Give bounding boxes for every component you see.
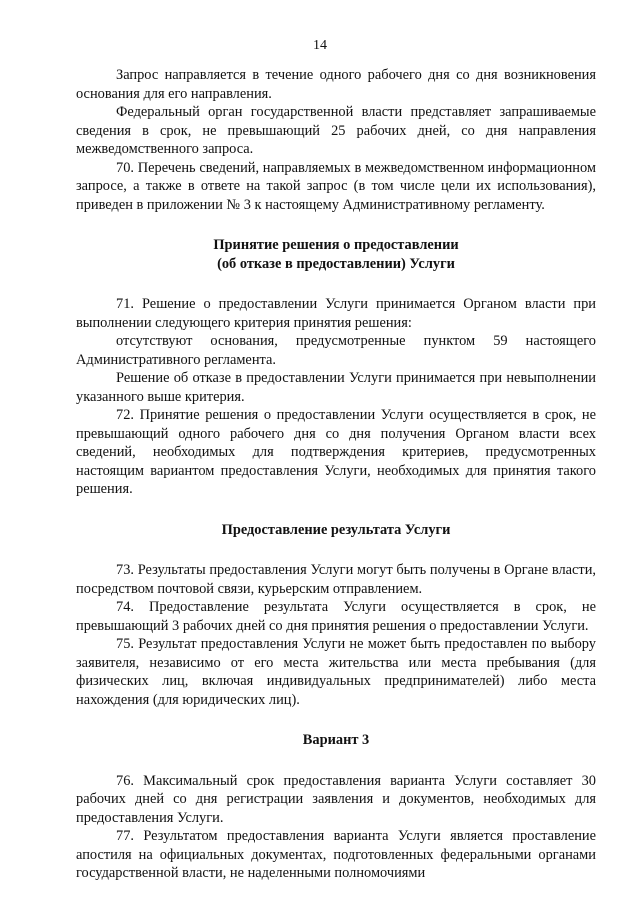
section-heading-result — [76, 521, 596, 540]
section-heading-variant-3 — [76, 731, 596, 750]
page-number: 14 — [313, 38, 327, 53]
document-body — [76, 66, 596, 883]
heading-line: Принятие решения о предоставлении — [213, 237, 459, 253]
paragraph: Федеральный орган государственной власти представляет запрашиваемые сведения в срок, не превышающий 25 рабочих дней, со дня направления межведомственного запроса. — [76, 104, 596, 157]
paragraph-71: 71. Решение о предоставлении Услуги принимается Органом власти при выполнении следующего критерия принятия решения: — [76, 296, 596, 331]
paragraph: Решение об отказе в предоставлении Услуги принимается при невыполнении указанного выше критерия. — [76, 370, 596, 405]
paragraph-77: 77. Результатом предоставления варианта Услуги является проставление апостиля на официальных документах, подготовленных федеральными органами государственной власти, не наделенными полномочиями — [76, 828, 596, 881]
paragraph-74: 74. Предоставление результата Услуги осуществляется в срок, не превышающий 3 рабочих дней со дня принятия решения о предоставлении Услуги. — [76, 599, 596, 634]
heading-line: (об отказе в предоставлении) Услуги — [217, 255, 455, 272]
paragraph: отсутствуют основания, предусмотренные пунктом 59 настоящего Административного регламента. — [76, 333, 596, 368]
heading-line: Вариант 3 — [302, 732, 370, 748]
paragraph-70: 70. Перечень сведений, направляемых в межведомственном информационном запросе, а также в ответе на такой запрос (в том числе цели их использования), приведен в приложении № 3 к настоящему Административному регламенту. — [76, 159, 596, 213]
paragraph-72: 72. Принятие решения о предоставлении Услуги осуществляется в срок, не превышающий одного рабочего дня со дня получения Органом власти всех сведений, необходимых для подтверждения критериев, предусмотренных настоящим вариантом предоставления Услуги, необходимых для принятия такого решения. — [76, 407, 596, 497]
paragraph-73: 73. Результаты предоставления Услуги могут быть получены в Органе власти, посредством почтовой связи, курьерским отправлением. — [76, 562, 596, 597]
paragraph-76: 76. Максимальный срок предоставления варианта Услуги составляет 30 рабочих дней со дня регистрации заявления и документов, необходимых для предоставления Услуги. — [76, 772, 596, 826]
section-heading-decision — [76, 236, 596, 273]
paragraph-75: 75. Результат предоставления Услуги не может быть предоставлен по выбору заявителя, независимо от его места жительства или места пребывания (для физических лиц, включая индивидуальных предпринимателей) либо места нахождения (для юридических лиц). — [76, 636, 596, 708]
heading-line: Предоставление результата Услуги — [221, 521, 451, 538]
paragraph: Запрос направляется в течение одного рабочего дня со дня возникновения основания для его направления. — [76, 67, 596, 102]
